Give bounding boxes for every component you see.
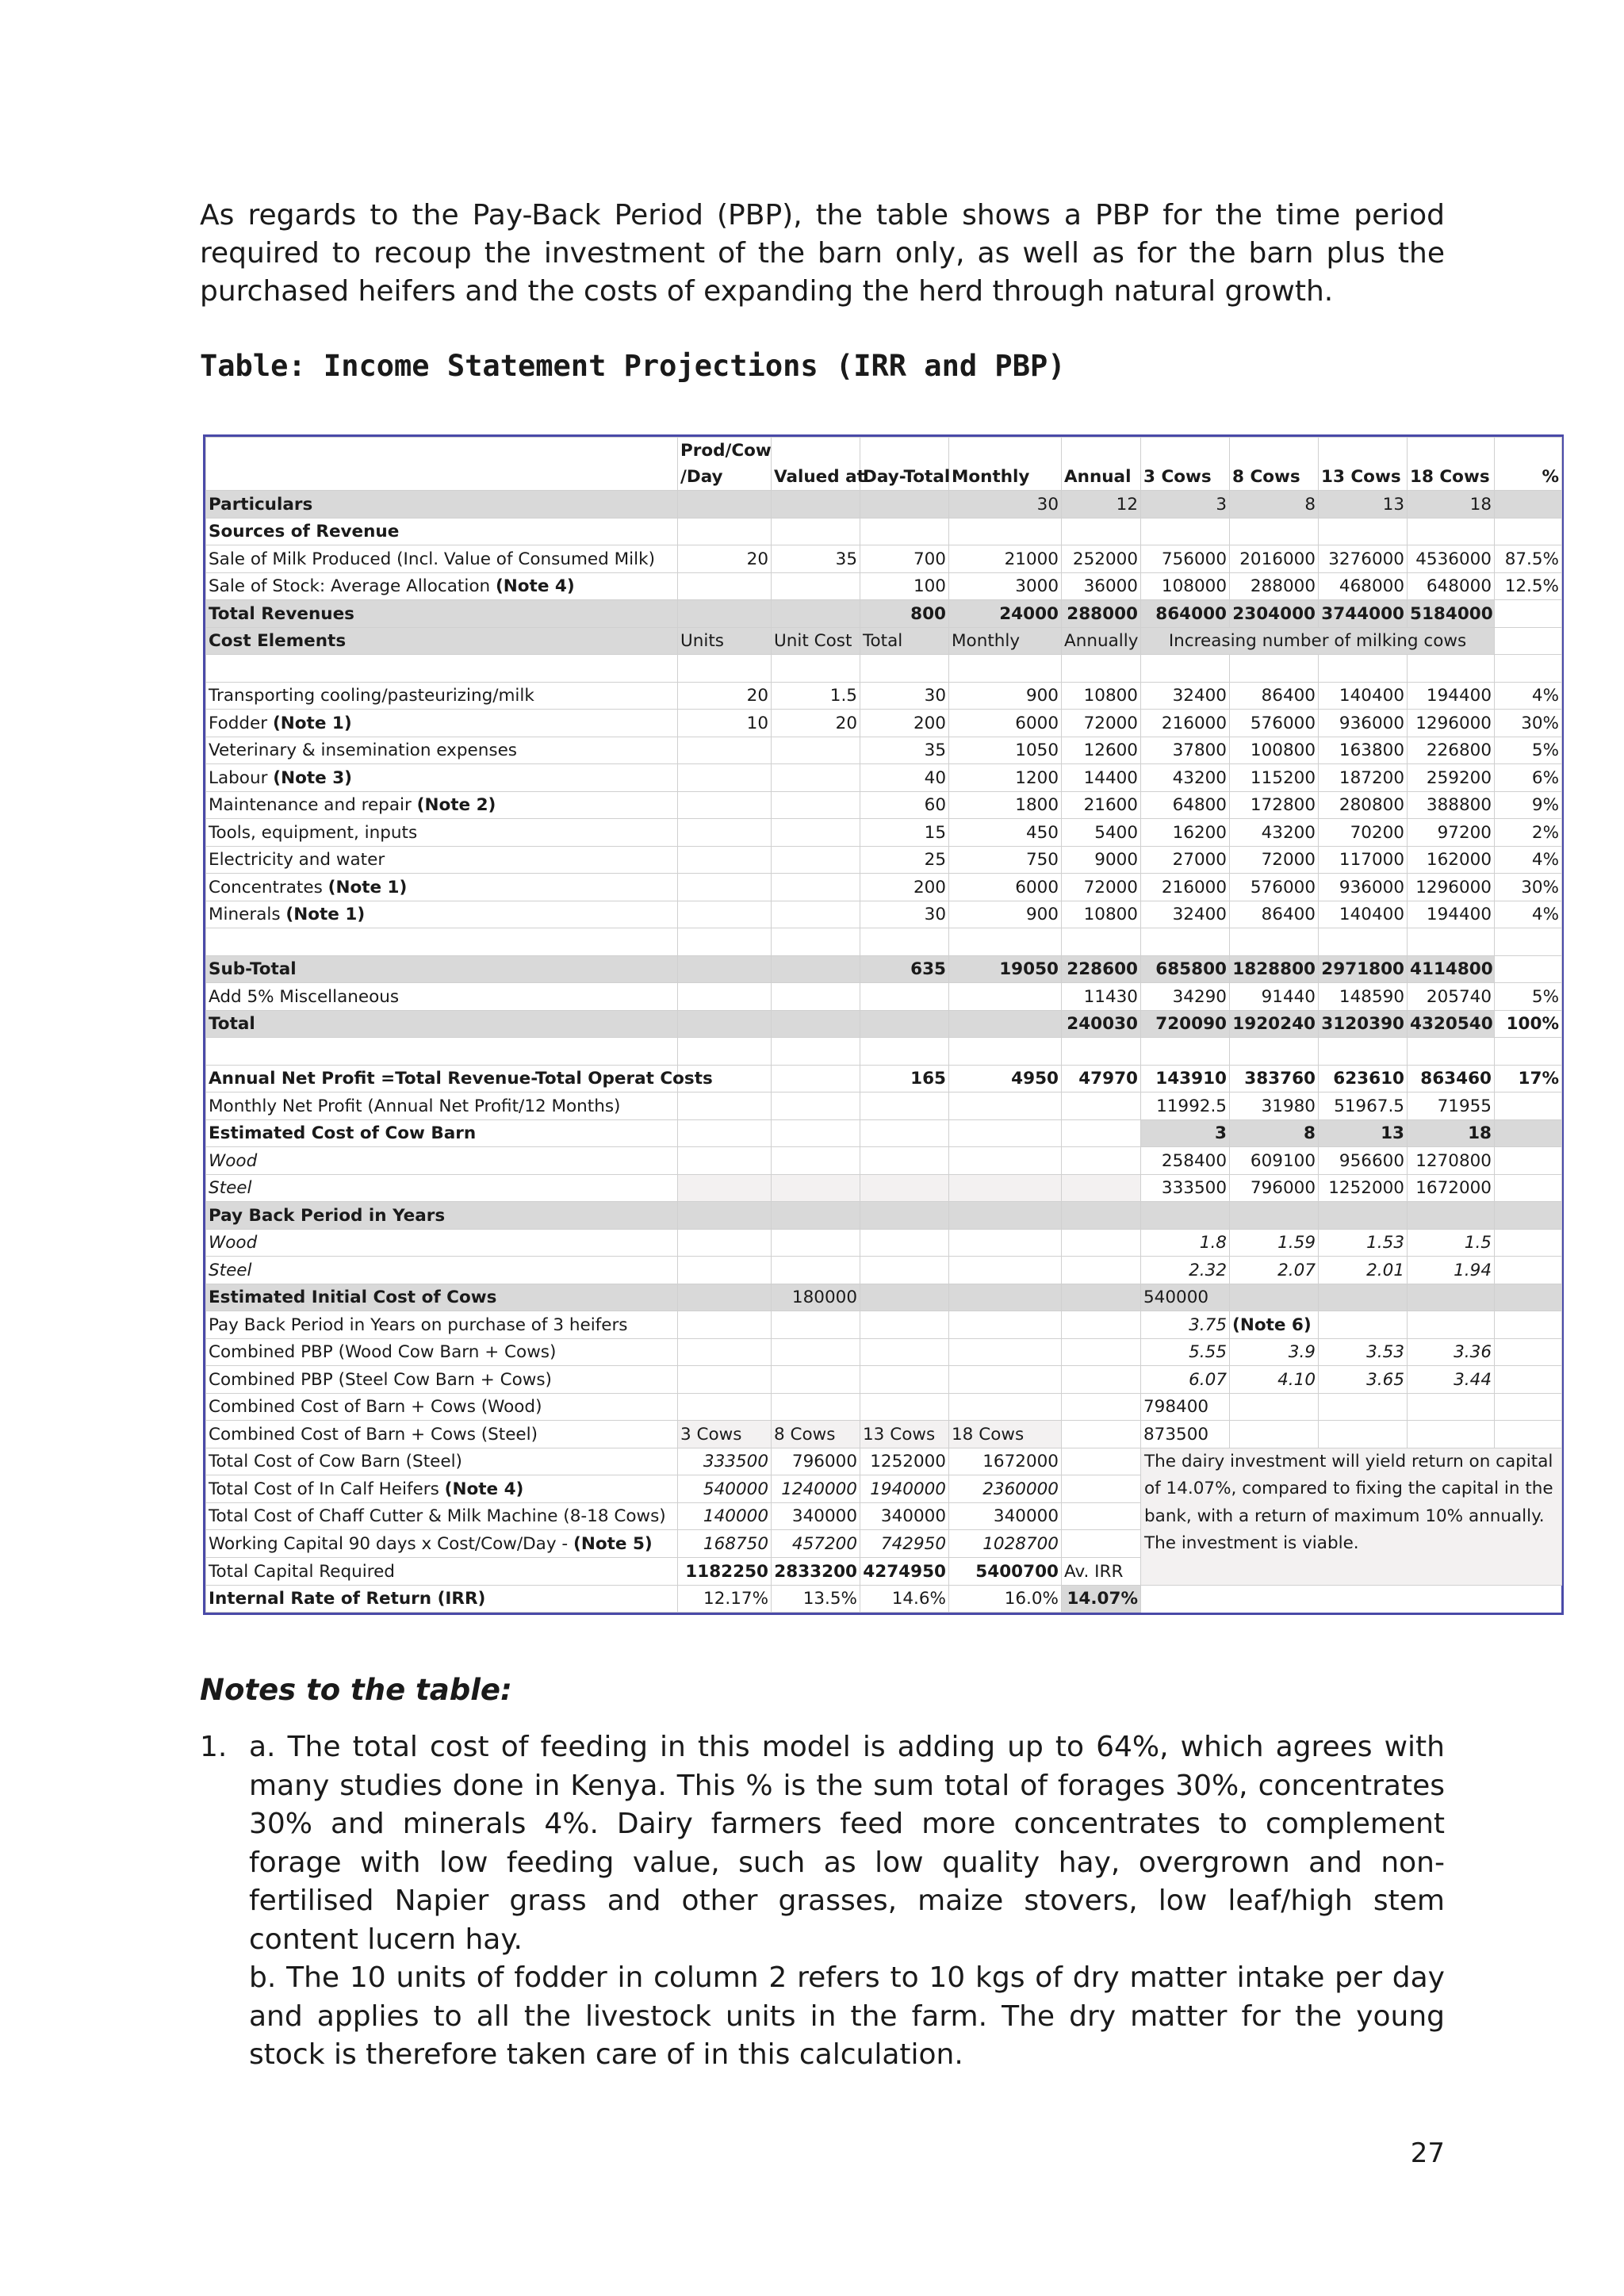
row-sale-of-milk: Sale of Milk Produced (Incl. Value of Consumed Milk) 20 35 700 21000 252000 756000 2016000 3276000 4536000 87.5% bbox=[206, 545, 1562, 573]
cost-row: Maintenance and repair (Note 2) 60 1800 21600 64800 172800 280800 388800 9% bbox=[206, 791, 1562, 819]
col-annual: Annual bbox=[1062, 464, 1141, 491]
row-pbp-steel: Steel 2.32 2.07 2.01 1.94 bbox=[206, 1257, 1562, 1284]
col-18-cows: 18 Cows bbox=[1408, 464, 1495, 491]
row-total-revenues: Total Revenues 800 24000 288000 864000 2304000 3744000 5184000 bbox=[206, 600, 1562, 628]
table-title: Table: Income Statement Projections (IRR and PBP) bbox=[200, 349, 1066, 383]
cost-row: Minerals (Note 1) 30 900 10800 32400 86400 140400 194400 4% bbox=[206, 901, 1562, 928]
row-pbp-heifers: Pay Back Period in Years on purchase of 3 heifers 3.75 (Note 6) bbox=[206, 1311, 1562, 1339]
row-total-capital: Total Capital Required 1182250 2833200 4274950 5400700 Av. IRR bbox=[206, 1557, 1562, 1585]
row-total-cost-barn: Total Cost of Cow Barn (Steel) 333500 796000 1252000 1672000 The dairy investment will yield return on capital of 14.07%, compared to fixing the capital in the bank, with a return of maximum 10% annually. The investment is viable. bbox=[206, 1448, 1562, 1475]
row-pay-back-period: Pay Back Period in Years bbox=[206, 1202, 1562, 1230]
row-barn-steel: Steel 333500 796000 1252000 1672000 bbox=[206, 1174, 1562, 1202]
viability-comment: The dairy investment will yield return on capital of 14.07%, compared to fixing the capital in the bank, with a return of maximum 10% annually. The investment is viable. bbox=[1141, 1448, 1562, 1585]
col-percent: % bbox=[1495, 464, 1562, 491]
header-row-2 bbox=[206, 464, 1562, 491]
header-row-1 bbox=[206, 438, 1562, 465]
income-statement-table bbox=[203, 434, 1564, 1615]
row-particulars: Particulars 30 12 3 8 13 18 bbox=[206, 491, 1562, 519]
note-1b: b. The 10 units of fodder in column 2 refers to 10 kgs of dry matter intake per day and applies to all the livestock units in the farm. The dry matter for the young stock is therefore taken care of in this calculation. bbox=[249, 1961, 1445, 2071]
cost-row: Concentrates (Note 1) 200 6000 72000 216000 576000 936000 1296000 30% bbox=[206, 874, 1562, 901]
row-blank bbox=[206, 1038, 1562, 1066]
row-sale-of-stock: Sale of Stock: Average Allocation (Note 4) 100 3000 36000 108000 288000 468000 648000 12.5% bbox=[206, 572, 1562, 600]
cost-rows bbox=[206, 682, 1562, 928]
row-irr: Internal Rate of Return (IRR) 12.17% 13.5% 14.6% 16.0% 14.07% bbox=[206, 1585, 1562, 1613]
row-sources-of-revenue: Sources of Revenue bbox=[206, 518, 1562, 545]
cost-row: Fodder (Note 1) 10 20 200 6000 72000 216000 576000 936000 1296000 30% bbox=[206, 710, 1562, 737]
col-8-cows: 8 Cows bbox=[1230, 464, 1319, 491]
row-cost-elements: Cost Elements Units Unit Cost Total Monthly Annually Increasing number of milking cows bbox=[206, 627, 1562, 655]
notes-list bbox=[200, 1728, 1445, 2075]
col-monthly: Monthly bbox=[949, 464, 1062, 491]
row-barn-wood: Wood 258400 609100 956600 1270800 bbox=[206, 1147, 1562, 1175]
col-valued-at: Valued at bbox=[772, 464, 860, 491]
note-1 bbox=[249, 1728, 1445, 2075]
row-total-cost-chaff: Total Cost of Chaff Cutter & Milk Machine (8-18 Cows) 140000 340000 340000 340000 bbox=[206, 1502, 1562, 1530]
col-day: /Day bbox=[678, 464, 772, 491]
row-estimated-cost-cows: Estimated Initial Cost of Cows 180000 540000 bbox=[206, 1284, 1562, 1311]
row-combined-cost-steel: Combined Cost of Barn + Cows (Steel) 3 Cows 8 Cows 13 Cows 18 Cows 873500 bbox=[206, 1421, 1562, 1448]
cost-row: Electricity and water 25 750 9000 27000 72000 117000 162000 4% bbox=[206, 846, 1562, 874]
cost-row: Labour (Note 3) 40 1200 14400 43200 115200 187200 259200 6% bbox=[206, 764, 1562, 792]
col-13-cows: 13 Cows bbox=[1319, 464, 1408, 491]
row-pbp-wood: Wood 1.8 1.59 1.53 1.5 bbox=[206, 1229, 1562, 1257]
col-prod-cow: Prod/Cow bbox=[678, 438, 772, 465]
intro-paragraph: As regards to the Pay-Back Period (PBP), the table shows a PBP for the time period required to recoup the investment of the barn only, as well as for the barn plus the purchased heifers and the costs of expanding the herd through natural growth. bbox=[200, 199, 1445, 308]
col-3-cows: 3 Cows bbox=[1141, 464, 1230, 491]
page-number: 27 bbox=[1410, 2137, 1445, 2169]
row-annual-net-profit: Annual Net Profit =Total Revenue-Total Operat Costs 165 4950 47970 143910 383760 623610 863460 17% bbox=[206, 1065, 1562, 1093]
cost-row: Tools, equipment, inputs 15 450 5400 16200 43200 70200 97200 2% bbox=[206, 819, 1562, 847]
note-number: 1. bbox=[200, 1731, 228, 1763]
row-estimated-cost-barn: Estimated Cost of Cow Barn 3 8 13 18 bbox=[206, 1119, 1562, 1147]
row-monthly-net-profit: Monthly Net Profit (Annual Net Profit/12 Months) 11992.5 31980 51967.5 71955 bbox=[206, 1093, 1562, 1120]
cost-row: Transporting cooling/pasteurizing/milk 20 1.5 30 900 10800 32400 86400 140400 194400 4% bbox=[206, 682, 1562, 710]
row-total: Total 240030 720090 1920240 3120390 4320540 100% bbox=[206, 1010, 1562, 1038]
cost-row: Veterinary & insemination expenses 35 1050 12600 37800 100800 163800 226800 5% bbox=[206, 737, 1562, 764]
row-combined-cost-wood: Combined Cost of Barn + Cows (Wood) 798400 bbox=[206, 1393, 1562, 1421]
note-1a: a. The total cost of feeding in this model is adding up to 64%, which agrees with many studies done in Kenya. This % is the sum total of forages 30%, concentrates 30% and minerals 4%. Dairy farmers feed more concentrates to complement forage with low feeding value, such as low quality hay, overgrown and non-fertilised Napier grass and other grasses, maize stovers, low leaf/high stem content lucern hay. bbox=[249, 1731, 1445, 1956]
row-blank bbox=[206, 928, 1562, 956]
row-combined-pbp-steel: Combined PBP (Steel Cow Barn + Cows) 6.07 4.10 3.65 3.44 bbox=[206, 1366, 1562, 1394]
row-sub-total: Sub-Total 635 19050 228600 685800 1828800 2971800 4114800 bbox=[206, 955, 1562, 983]
notes-title: Notes to the table: bbox=[200, 1673, 512, 1707]
col-day-total: Day-Total bbox=[860, 464, 949, 491]
row-working-capital: Working Capital 90 days x Cost/Cow/Day - (Note 5) 168750 457200 742950 1028700 bbox=[206, 1530, 1562, 1558]
row-total-cost-heifers: Total Cost of In Calf Heifers (Note 4) 540000 1240000 1940000 2360000 bbox=[206, 1475, 1562, 1503]
row-misc: Add 5% Miscellaneous 11430 34290 91440 148590 205740 5% bbox=[206, 983, 1562, 1011]
row-combined-pbp-wood: Combined PBP (Wood Cow Barn + Cows) 5.55 3.9 3.53 3.36 bbox=[206, 1338, 1562, 1366]
row-blank bbox=[206, 655, 1562, 683]
